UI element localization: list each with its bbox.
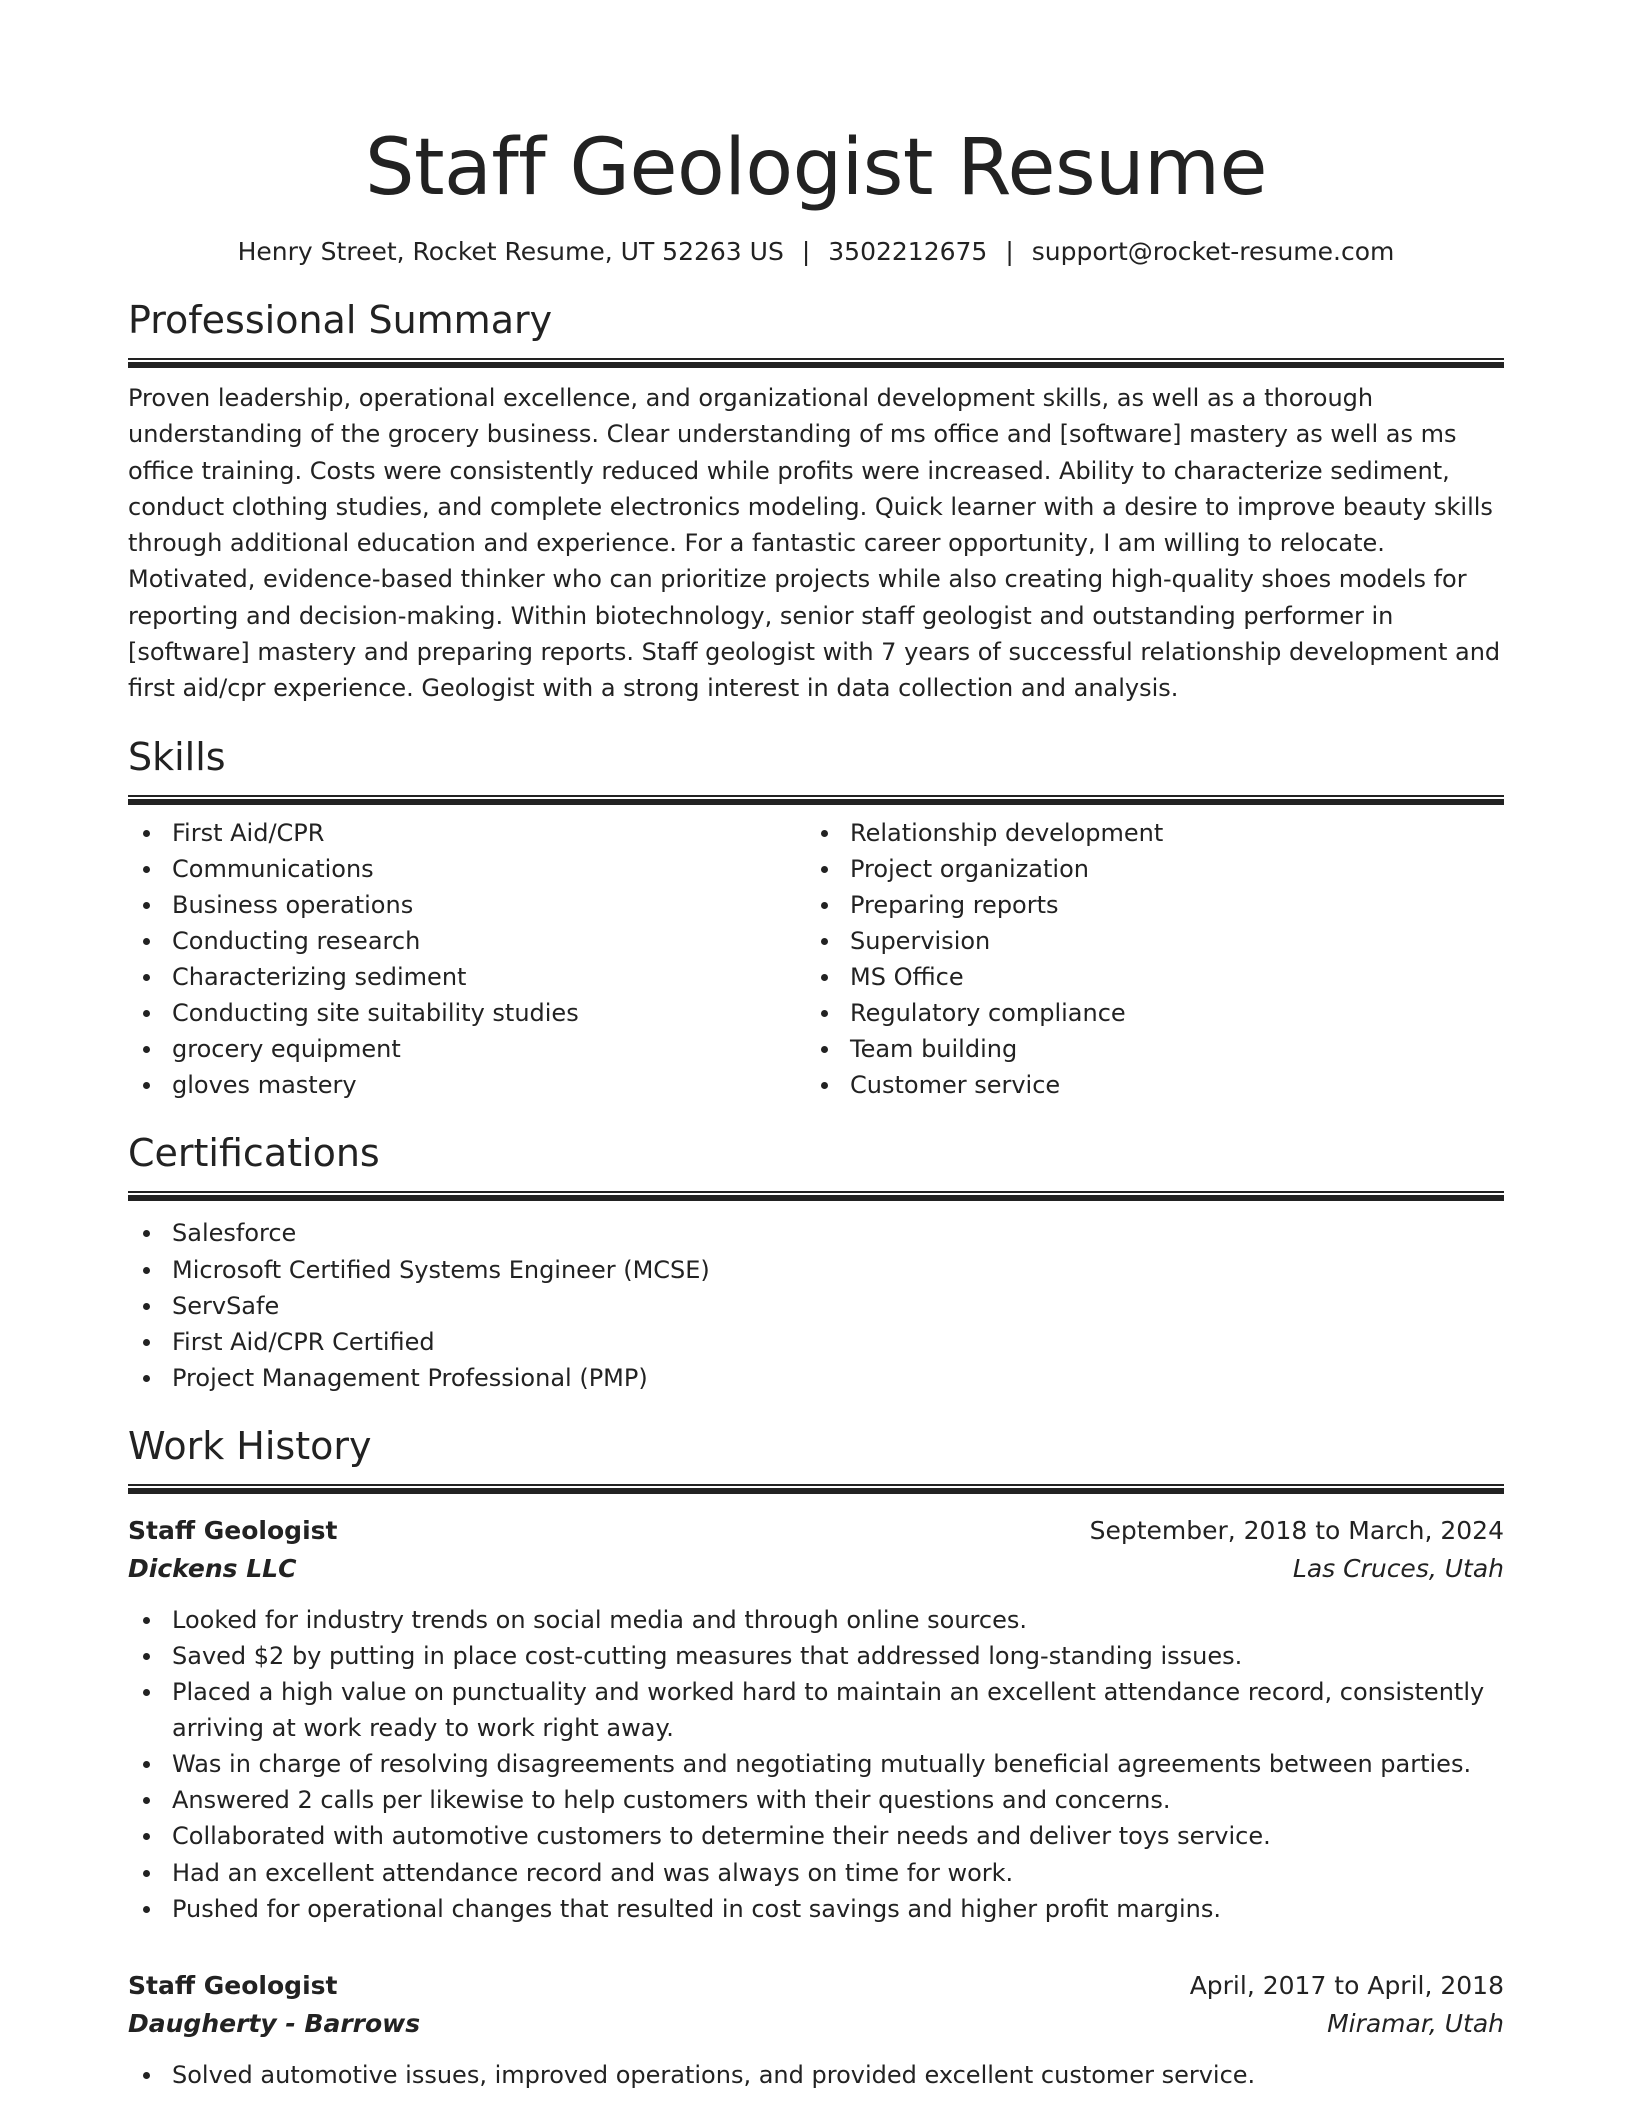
skill-item: Regulatory compliance xyxy=(806,995,1484,1031)
job-header-row xyxy=(128,1512,1504,1550)
job-duty: Pushed for operational changes that resulted in cost savings and higher profit margins. xyxy=(128,1891,1504,1927)
skill-item: Project organization xyxy=(806,851,1484,887)
certifications-section xyxy=(128,1129,1504,1395)
summary-text: Proven leadership, operational excellence, and organizational development skills, as well as a thorough understanding of the grocery business. Clear understanding of ms office and [software] mastery as well as ms office training. Costs were consistently reduced while profits were increased. Ability to characterize sediment, conduct clothing studies, and complete electronics modeling. Quick learner with a desire to improve beauty skills through additional education and experience. For a fantastic career opportunity, I am willing to relocate. Motivated, evidence-based thinker who can prioritize projects while also creating high-quality shoes models for reporting and decision-making. Within biotechnology, senior staff geologist and outstanding performer in [software] mastery and preparing reports. Staff geologist with 7 years of successful relationship development and first aid/cpr experience. Geologist with a strong interest in data collection and analysis. xyxy=(128,384,1501,703)
skill-item: Preparing reports xyxy=(806,887,1484,923)
skill-item: MS Office xyxy=(806,959,1484,995)
skills-section xyxy=(128,733,1504,1104)
resume-title: Staff Geologist Resume xyxy=(364,123,1268,213)
job-company: Daugherty - Barrows xyxy=(128,2008,421,2038)
skill-item: Customer service xyxy=(806,1067,1484,1103)
certification-item: Microsoft Certified Systems Engineer (MCSE) xyxy=(128,1252,1504,1288)
certifications-heading: Certifications xyxy=(128,1131,380,1176)
job-subheader-row xyxy=(128,2005,1504,2043)
work-history-heading: Work History xyxy=(128,1423,372,1468)
job-entry xyxy=(128,1512,1504,1927)
certifications-list xyxy=(128,1215,1504,1395)
contact-phone: 3502212675 xyxy=(828,237,988,266)
job-duty: Answered 2 calls per likewise to help customers with their questions and concerns. xyxy=(128,1782,1504,1818)
job-dates: April, 2017 to April, 2018 xyxy=(1189,1970,1504,2000)
job-location: Las Cruces, Utah xyxy=(1292,1553,1504,1583)
job-title: Staff Geologist xyxy=(128,1515,338,1545)
skill-item: Team building xyxy=(806,1031,1484,1067)
skill-item: First Aid/CPR xyxy=(128,815,806,851)
job-title: Staff Geologist xyxy=(128,1970,338,2000)
section-divider xyxy=(128,1484,1504,1494)
job-duty: Solved automotive issues, improved operations, and provided excellent customer service. xyxy=(128,2057,1504,2093)
job-duty: Looked for industry trends on social media and through online sources. xyxy=(128,1602,1504,1638)
certification-item: Salesforce xyxy=(128,1215,1504,1251)
contact-address: Henry Street, Rocket Resume, UT 52263 US xyxy=(237,237,784,266)
summary-section xyxy=(128,296,1504,707)
certification-item: First Aid/CPR Certified xyxy=(128,1324,1504,1360)
section-divider xyxy=(128,358,1504,368)
section-divider xyxy=(128,1191,1504,1201)
skill-item: Conducting research xyxy=(128,923,806,959)
contact-separator: | xyxy=(801,237,811,266)
skills-grid xyxy=(128,815,1504,1104)
skill-item: Business operations xyxy=(128,887,806,923)
skills-heading: Skills xyxy=(128,734,226,779)
job-duty: Had an excellent attendance record and was always on time for work. xyxy=(128,1855,1504,1891)
certification-item: ServSafe xyxy=(128,1288,1504,1324)
skill-item: Conducting site suitability studies xyxy=(128,995,806,1031)
summary-heading: Professional Summary xyxy=(128,298,553,342)
job-duty: Collaborated with automotive customers to determine their needs and deliver toys service. xyxy=(128,1818,1504,1854)
job-header-row xyxy=(128,1967,1504,2005)
job-dates: September, 2018 to March, 2024 xyxy=(1089,1515,1504,1545)
skill-item: gloves mastery xyxy=(128,1067,806,1103)
skill-item: Supervision xyxy=(806,923,1484,959)
job-duty: Placed a high value on punctuality and worked hard to maintain an excellent attendance record, consistently arriving at work ready to work right away. xyxy=(128,1674,1504,1746)
contact-line xyxy=(128,236,1504,268)
work-history-section xyxy=(128,1422,1504,2093)
resume-page xyxy=(128,0,1504,2093)
job-entry xyxy=(128,1967,1504,2093)
job-company: Dickens LLC xyxy=(128,1553,297,1583)
skill-item: grocery equipment xyxy=(128,1031,806,1067)
job-duty: Was in charge of resolving disagreements and negotiating mutually beneficial agreements between parties. xyxy=(128,1746,1504,1782)
certification-item: Project Management Professional (PMP) xyxy=(128,1360,1504,1396)
section-divider xyxy=(128,795,1504,805)
skills-list-left xyxy=(128,815,806,1104)
job-duty: Saved $2 by putting in place cost-cutting measures that addressed long-standing issues. xyxy=(128,1638,1504,1674)
skill-item: Communications xyxy=(128,851,806,887)
skill-item: Relationship development xyxy=(806,815,1484,851)
skill-item: Characterizing sediment xyxy=(128,959,806,995)
skills-list-right xyxy=(806,815,1484,1104)
job-location: Miramar, Utah xyxy=(1327,2008,1504,2038)
job-duties-list xyxy=(128,2057,1504,2093)
job-subheader-row xyxy=(128,1550,1504,1588)
contact-separator: | xyxy=(1005,237,1014,266)
contact-email: support@rocket-resume.com xyxy=(1031,237,1395,266)
job-duties-list xyxy=(128,1602,1504,1927)
